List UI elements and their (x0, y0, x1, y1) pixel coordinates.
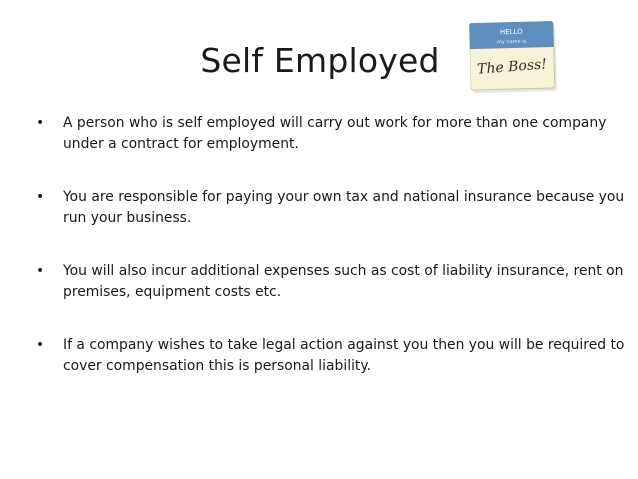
bullet-item (36, 113, 626, 155)
bullet-text: You will also incur additional expenses such as cost of liability insurance, rent on premises, equipment costs etc. (63, 263, 624, 300)
name-tag-image (469, 21, 559, 95)
bullet-text: A person who is self employed will carry out work for more than one company under a contract for employment. (63, 115, 607, 152)
bullet-text: If a company wishes to take legal action against you then you will be required to cover compensation this is personal liability. (63, 337, 625, 374)
bullet-marker: • (36, 115, 45, 131)
name-tag-my-name-is: my name is (496, 38, 527, 46)
bullet-marker: • (36, 189, 45, 205)
name-tag-hello: HELLO (499, 27, 523, 37)
bullet-text: You are responsible for paying your own tax and national insurance because you run your business. (63, 189, 625, 226)
slide-title: Self Employed (200, 41, 440, 80)
name-tag-graphic (469, 21, 559, 95)
bullet-list (36, 113, 626, 409)
bullet-marker: • (36, 263, 45, 279)
bullet-item (36, 187, 626, 229)
bullet-marker: • (36, 337, 45, 353)
bullet-item (36, 261, 626, 303)
bullet-item (36, 335, 626, 377)
name-tag-handwritten-name: The Boss! (476, 56, 548, 78)
